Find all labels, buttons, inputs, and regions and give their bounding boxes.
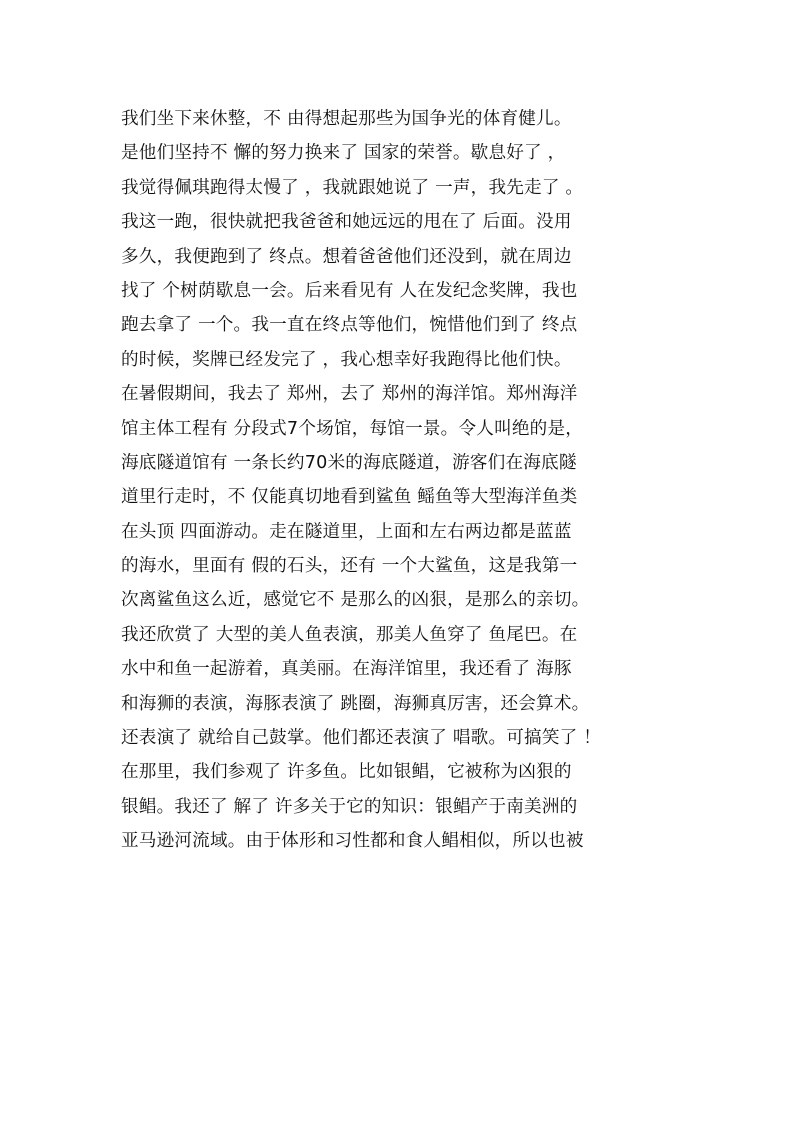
text-line: 和海狮的表演，海豚表演了 跳圈，海狮真厉害，还会算术。 [121,693,590,714]
text-line: 我这一跑，很快就把我爸爸和她远远的甩在了 后面。没用 [121,212,572,233]
text-line: 馆主体工程有 分段式7个场馆，每馆一景。令人叫绝的是， [121,418,584,439]
text-line: 我还欣赏了 大型的美人鱼表演，那美人鱼穿了 鱼尾巴。在 [121,624,578,645]
text-line: 在暑假期间，我去了 郑州，去了 郑州的海洋馆。郑州海洋 [121,384,578,405]
text-line: 在那里，我们参观了 许多鱼。比如银鲳，它被称为凶狠的 [121,762,572,783]
text-line: 我觉得佩琪跑得太慢了 ，我就跟她说了 一声，我先走了 。 [121,177,584,198]
text-line: 海底隧道馆有 一条长约70米的海底隧道，游客们在海底隧 [121,452,577,473]
text-line: 道里行走时，不 仅能真切地看到鲨鱼 鳐鱼等大型海洋鱼类 [121,487,578,508]
text-line: 的海水，里面有 假的石头，还有 一个大鲨鱼，这是我第一 [121,556,578,577]
text-line: 在头顶 四面游动。走在隧道里，上面和左右两边都是蓝蓝 [121,521,572,542]
text-line: 我们坐下来休整，不 由得想起那些为国争光的体育健儿。 [121,109,572,129]
text-line: 找了 个树荫歇息一会。后来看见有 人在发纪念奖牌，我也 [121,280,578,301]
text-line: 水中和鱼一起游着，真美丽。在海洋馆里，我还看了 海豚 [121,659,572,680]
text-line: 跑去拿了 一个。我一直在终点等他们，惋惜他们到了 终点 [121,315,578,336]
text-line: 多久，我便跑到了 终点。想着爸爸他们还没到，就在周边 [121,246,572,267]
text-line: 银鲳。我还了 解了 许多关于它的知识：银鲳产于南美洲的 [121,796,578,817]
text-line: 还表演了 就给自己鼓掌。他们都还表演了 唱歌。可搞笑了 ！ [121,728,602,749]
text-line: 次离鲨鱼这么近，感觉它不 是那么的凶狠，是那么的亲切。 [121,590,590,611]
text-line: 是他们坚持不 懈的努力换来了 国家的荣誉。歇息好了 ， [121,143,566,164]
body-text [121,102,701,859]
text-line: 亚马逊河流域。由于体形和习性都和食人鲳相似，所以也被 [121,831,584,852]
text-line: 的时候，奖牌已经发完了 ，我心想幸好我跑得比他们快。 [121,349,572,370]
